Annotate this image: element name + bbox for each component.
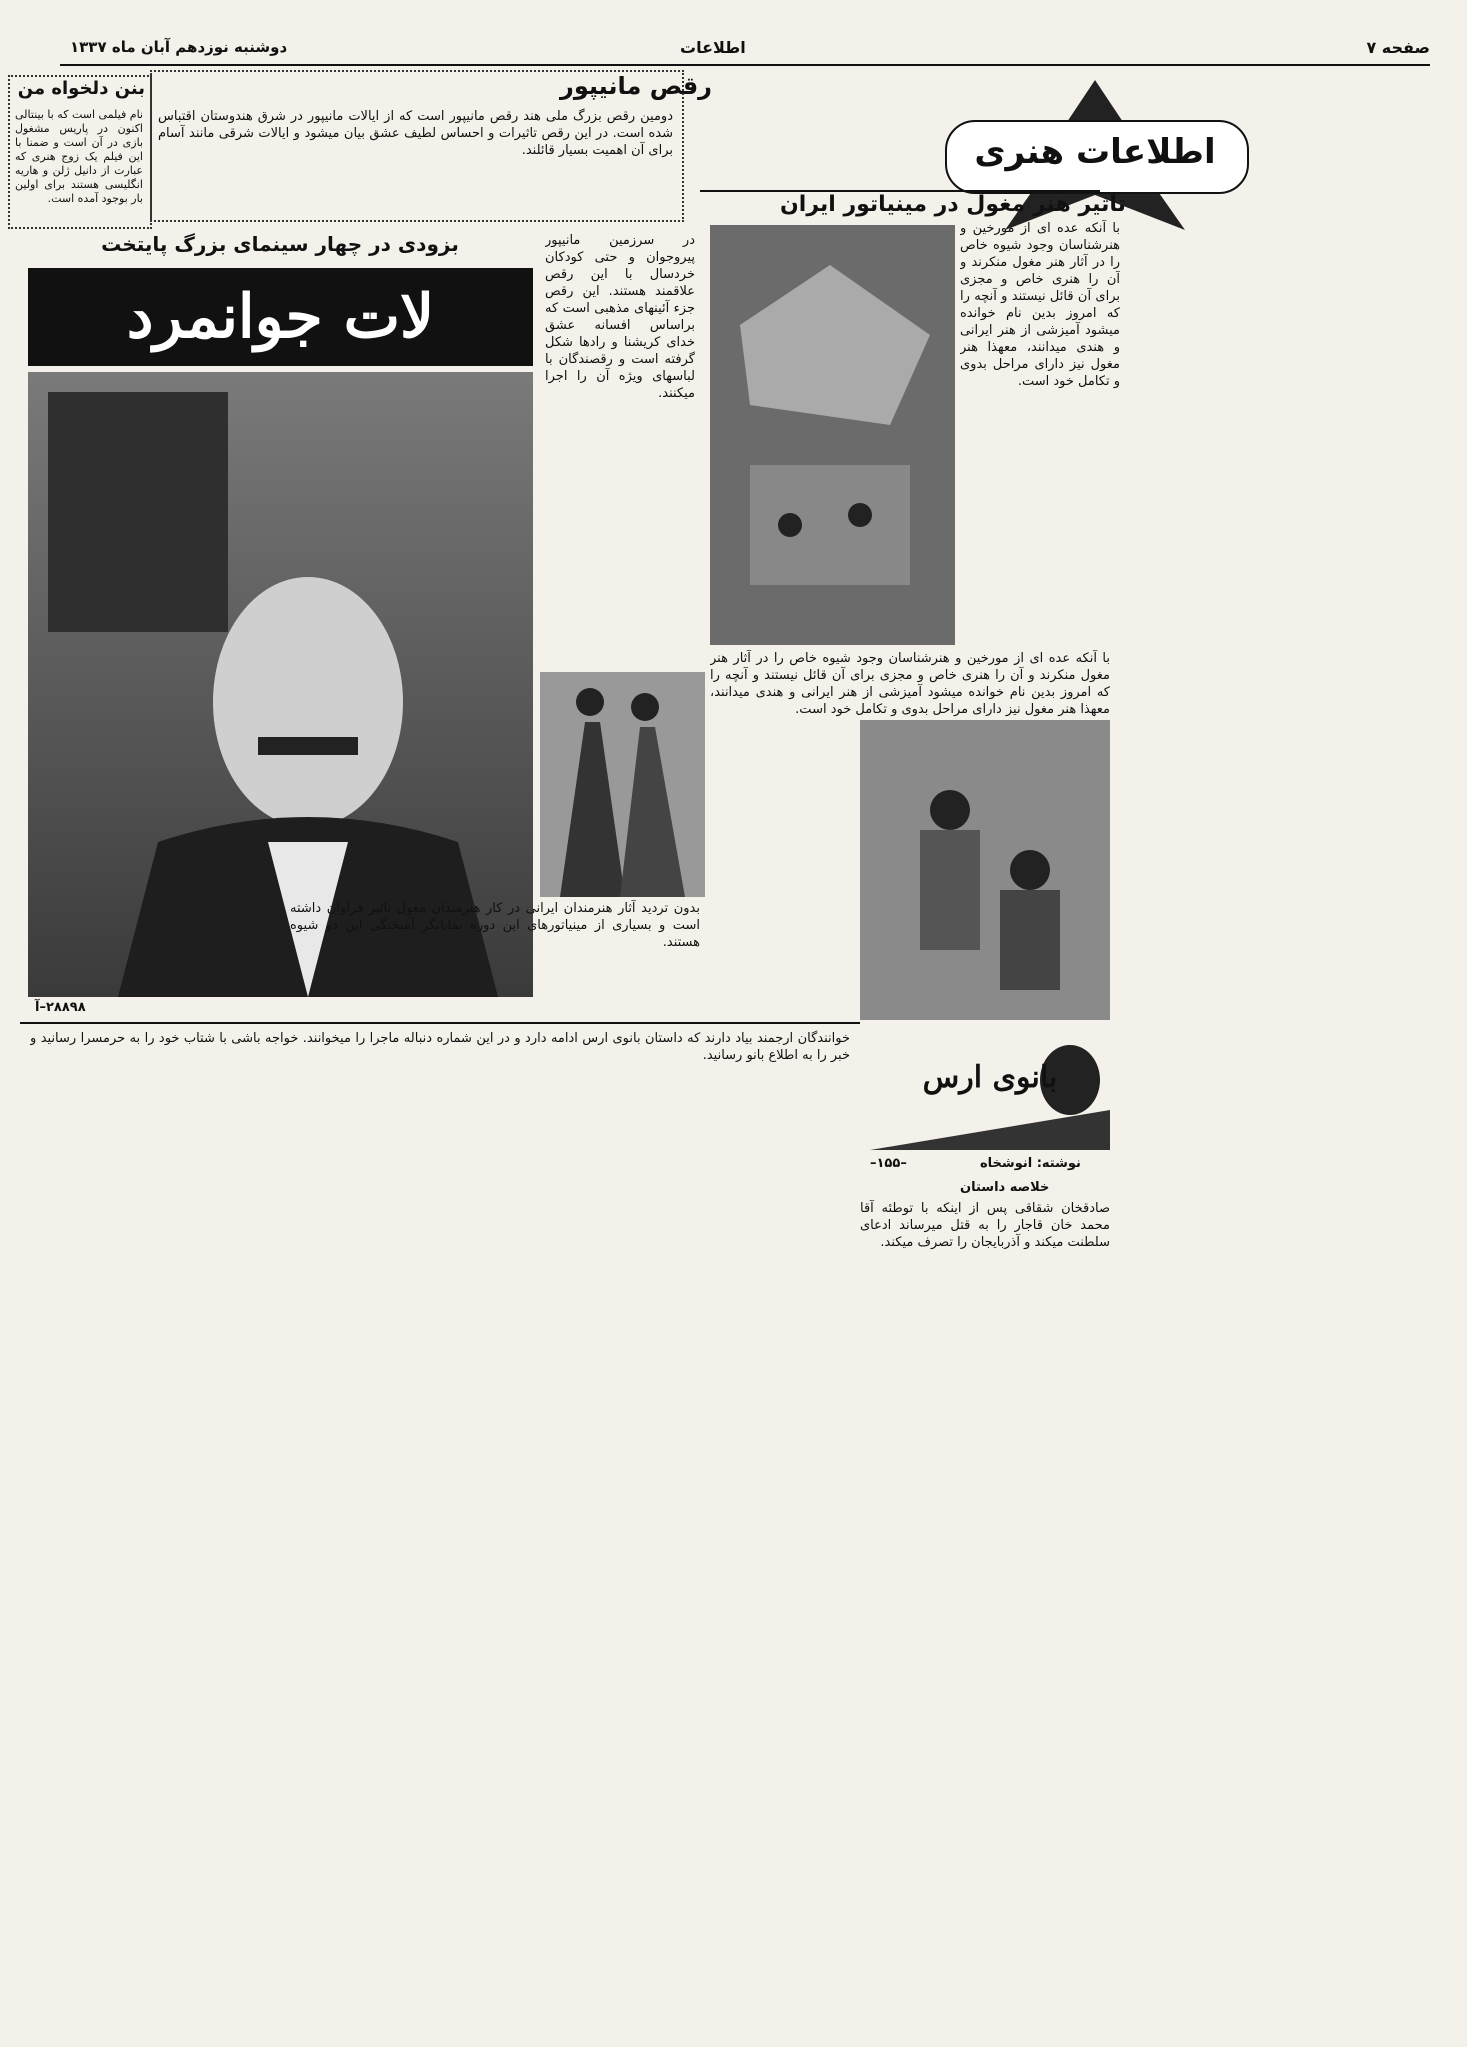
- banoo-logo: [870, 1040, 1110, 1150]
- manipur-text-2: در سرزمین مانیپور پیروجوان و حتی کودکان خردسال با این رقص علاقمند هستند. این رقص جزء آئینهای مذهبی است که براساس افسانه عشق خدای کریشنا و رادها شکل گرفته است و رقصندگان با لباسهای ویژه آن را اجرا میکنند.: [545, 233, 695, 401]
- miniature-text-2: بدون تردید آثار هنرمندان ایرانی در کار هنرمندان مغول تاثیر فراوان داشته است و بسیاری از مینیاتورهای این دوره نمایانگر آمیختگی این دو شیوه هستند.: [290, 901, 700, 950]
- page-label: صفحه ۷: [1366, 38, 1430, 57]
- banoo-text: صادقخان شقاقی پس از اینکه با توطئه آقا محمد خان قاجار را به قتل میرساند ادعای سلطنت میکند و آذربایجان را تصرف میکند.: [860, 1201, 1110, 1250]
- masthead-rule: [60, 64, 1430, 66]
- bottom-text: خوانندگان ارجمند بیاد دارند که داستان بانوی ارس ادامه دارد و در این شماره دنباله ماجرا را میخوانند. خواجه باشی با شتاب خود را به حرمسرا رسانید و خبر را به اطلاع بانو رسانید.: [30, 1031, 850, 1063]
- film-title-banner: [28, 268, 533, 366]
- issue-date: دوشنبه نوزدهم آبان ماه ۱۳۳۷: [70, 38, 288, 56]
- miniature-painting-1: [710, 225, 955, 645]
- cinema-notice: بزودی در چهار سینمای بزرگ پایتخت: [101, 232, 459, 256]
- banoo-title: بانوی ارس: [922, 1060, 1058, 1095]
- dancers-photo: [540, 672, 705, 897]
- banoo-number: –۱۵۵–: [870, 1156, 907, 1171]
- manipur-text: دومین رقص بزرگ ملی هند رقص مانیپور است که از ایالات مانیپور در شرق هندوستان اقتباس شده است. در این رقص تاثیرات و احساس لطیف عشق بیان میشود و ایالات شرقی مانند آسام برای آن اهمیت بسیار قائلند.: [158, 109, 673, 158]
- bun-text: نام فیلمی است که با بینتالی اکنون در پاریس مشغول بازی در آن است و ضمنا با این فیلم یک زوج هنری که عبارت از دانیل ژلن و هاریه انگلیسی هستند برای اولین بار بوجود آمده است.: [15, 108, 143, 205]
- miniature-painting-2: [860, 720, 1110, 1020]
- masthead: [60, 34, 1430, 62]
- headline-manipur: رقص مانیپور: [560, 72, 712, 100]
- dancers-figure-icon: [540, 672, 705, 897]
- miniature-scene-icon: [710, 225, 955, 645]
- paper-name: اطلاعات: [680, 38, 746, 57]
- banoo-illustration-icon: [870, 1040, 1110, 1150]
- banoo-summary-title: خلاصه داستان: [960, 1180, 1050, 1195]
- banoo-author: نوشته: انوشخاه: [980, 1156, 1081, 1171]
- film-title: لات جوانمرد: [126, 282, 435, 352]
- miniature-text-3: با آنکه عده ای از مورخین و هنرشناسان وجود شیوه خاص را در آثار هنر مغول منکرند و آن را هنری خاص و مجزی برای آن قائل نیستند و آنچه را که امروز بدین نام خوانده میشود آمیزشی از هنر ایرانی و هندی میدانند، معهذا هنر مغول نیز دارای مراحل بدوی و تکامل خود است.: [710, 651, 1110, 717]
- arts-logo-text: اطلاعات هنری: [974, 132, 1216, 172]
- headline-bun-dalkhah: بنن دلخواه من: [17, 78, 145, 99]
- headline-miniature: تاثیر هنر مغول در مینیاتور ایران: [780, 192, 1126, 217]
- miniature-figures-icon: [860, 720, 1110, 1020]
- photo-caption: ۲۸۸۹۸–آ: [35, 1000, 86, 1015]
- bottom-rule: [20, 1022, 860, 1024]
- miniature-text: با آنکه عده ای از مورخین و هنرشناسان وجود شیوه خاص را در آثار هنر مغول منکرند و آن را هنری خاص و مجزی برای آن قائل نیستند و آنچه را که امروز بدین نام خوانده میشود آمیزشی از هنر ایرانی و هندی میدانند، معهذا هنر مغول نیز دارای مراحل بدوی و تکامل خود است.: [960, 221, 1120, 389]
